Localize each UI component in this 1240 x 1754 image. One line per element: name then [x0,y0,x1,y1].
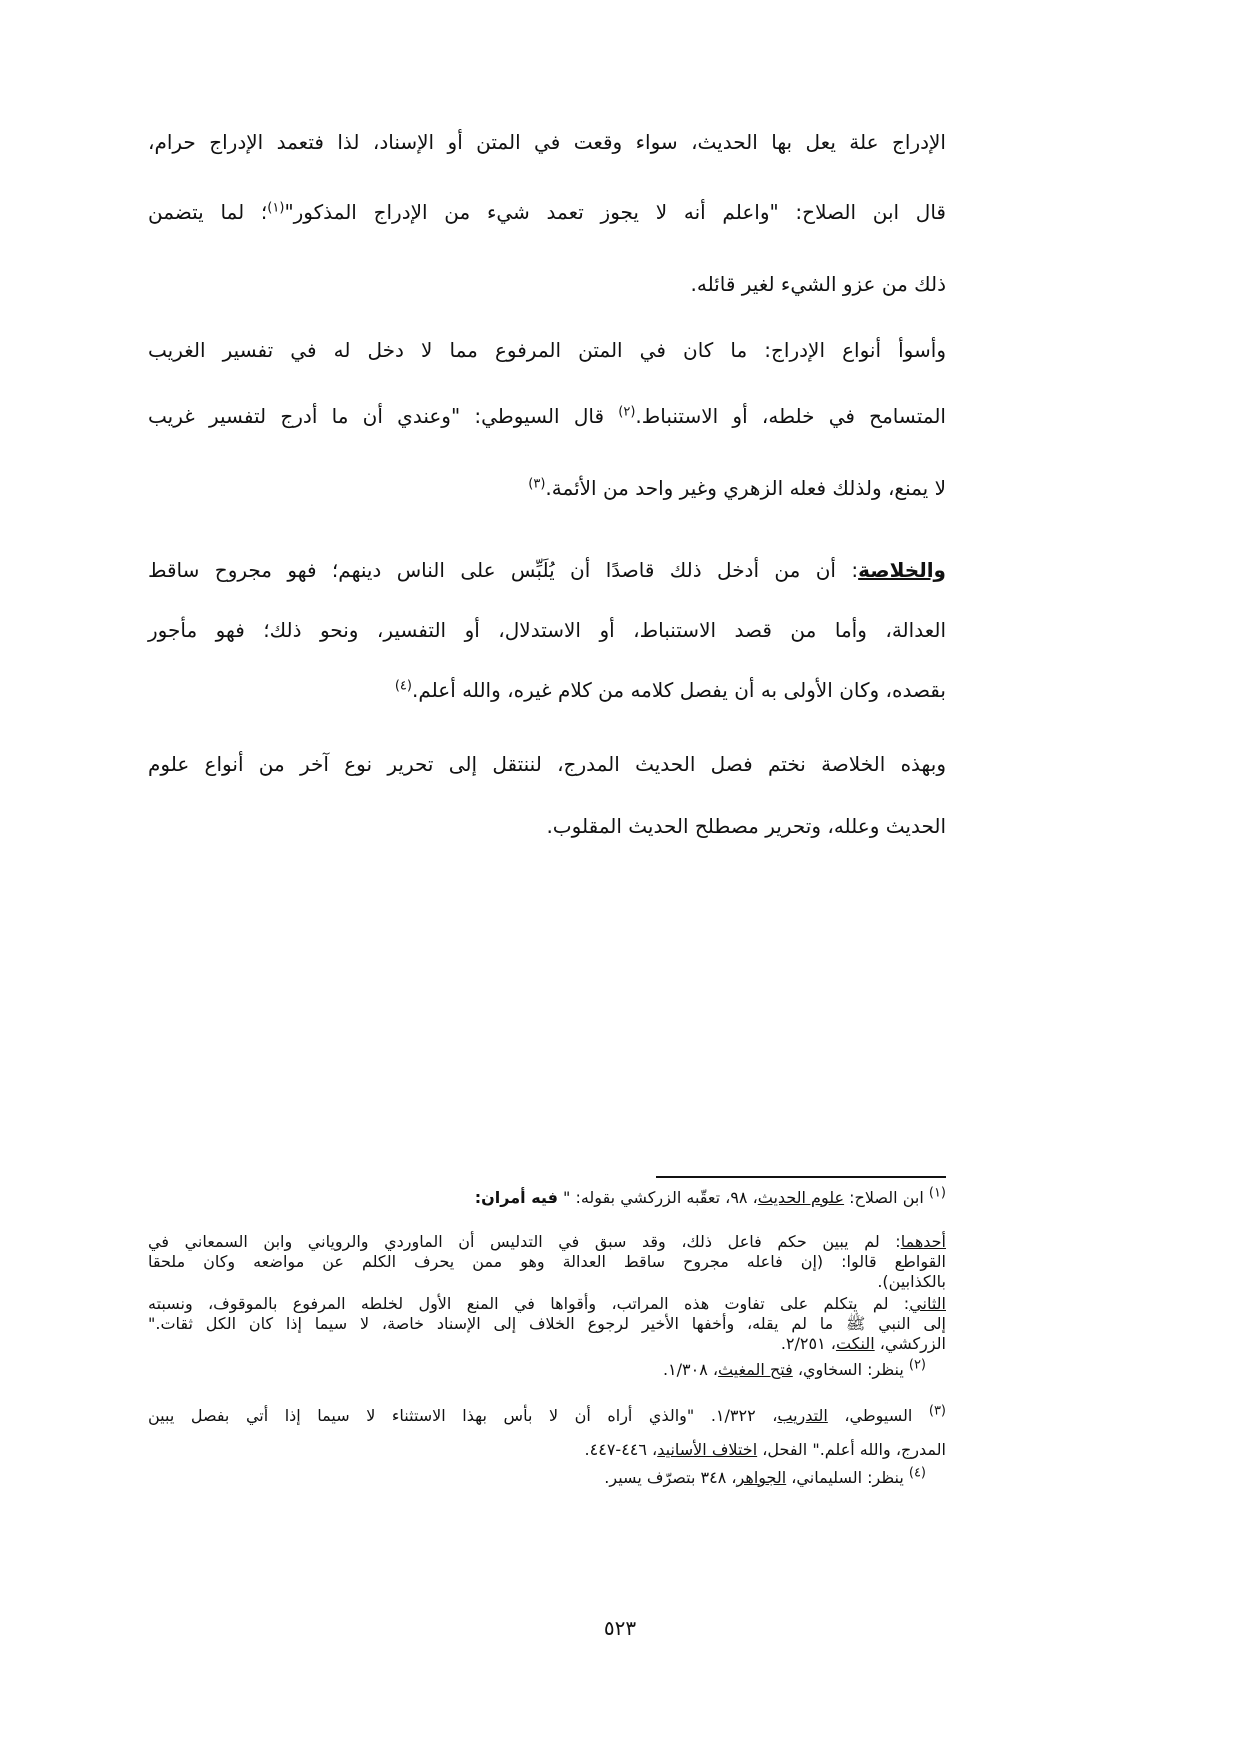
footnote-1-second-line-1: الثاني: لم يتكلم على تفاوت هذه المراتب، وأقواها في المنع الأول لخلطه المرفوع بالموقوف، ونسبته [148,1294,946,1313]
footnote-1-line-1: $^{(١)}$ ابن الصلاح: علوم الحديث، ٩٨، تعقّبه الزركشي بقوله: " فيه أمران: [474,1185,946,1207]
paragraph-2-line-3: لا يمنع، ولذلك فعله الزهري وغير واحد من الأئمة.$^{(٣)}$ [528,476,946,500]
paragraph-4-line-1: وبهذه الخلاصة نختم فصل الحديث المدرج، لننتقل إلى تحرير نوع آخر من أنواع علوم [148,752,946,776]
footnote-1-first-line-1: أحدهما: لم يبين حكم فاعل ذلك، وقد سبق في التدليس أن الماوردي والروياني وابن السمعاني في [148,1232,946,1251]
footnote-ref-2[interactable]: (٢) [618,404,636,420]
footnote-4: $^{(٤)}$ ينظر: السليماني، الجواهر، ٣٤٨ بتصرّف يسير. [604,1465,926,1487]
footnote-1-second-line-3: الزركشي، النكت، ٢/٢٥١. [780,1334,946,1353]
footnote-3-line-1: $^{(٣)}$ السيوطي، التدريب، ١/٣٢٢. "والذي أراه أن لا بأس بهذا الاستثناء لا سيما إذا أتي بفصل يبين [148,1403,946,1425]
page-number: ٥٢٣ [603,1616,637,1640]
paragraph-2-line-2: المتسامح في خلطه، أو الاستنباط.$^{(٢)}$ قال السيوطي: "وعندي أن ما أدرج لتفسير غريب [148,404,946,428]
paragraph-1-line-2: قال ابن الصلاح: "واعلم أنه لا يجوز تعمد شيء من الإدراج المذكور"$^{(١)}$؛ لما يتضمن [148,200,946,224]
footnote-ref-4[interactable]: (٤) [394,678,412,694]
footnote-3-line-2: المدرج، والله أعلم." الفحل، اختلاف الأسانيد، ٤٤٦-٤٤٧. [584,1440,946,1459]
paragraph-1-line-1: الإدراج علة يعل بها الحديث، سواء وقعت في المتن أو الإسناد، لذا فتعمد الإدراج حرام، [148,130,946,154]
conclusion-heading: والخلاصة [858,558,946,582]
footnote-1-reference: علوم الحديث [757,1188,845,1207]
paragraph-1-line-3: ذلك من عزو الشيء لغير قائله. [690,272,946,296]
footnote-ref-1[interactable]: (١) [267,200,285,216]
paragraph-3-line-2: العدالة، وأما من قصد الاستنباط، أو الاستدلال، أو التفسير، ونحو ذلك؛ فهو مأجور [148,618,946,642]
footnote-1-second-line-2: إلى النبي ﷺ ما لم يقله، وأخفها الأخير لرجوع الخلاف إلى الإسناد خاصة، لا سيما إذا كان الكل ثقات." [148,1314,946,1333]
footnote-separator [656,1176,946,1178]
paragraph-3-line-3: بقصده، وكان الأولى به أن يفصل كلامه من كلام غيره، والله أعلم.$^{(٤)}$ [394,678,946,702]
footnote-2: $^{(٢)}$ ينظر: السخاوي، فتح المغيث، ١/٣٠٨. [662,1357,926,1379]
footnote-1-first-line-3: بالكذابين). [877,1272,946,1291]
paragraph-4-line-2: الحديث وعلله، وتحرير مصطلح الحديث المقلوب. [546,814,946,838]
paragraph-3-line-1: والخلاصة: أن من أدخل ذلك قاصدًا أن يُلَبِّس على الناس دينهم؛ فهو مجروح ساقط [148,558,946,582]
paragraph-2-line-1: وأسوأ أنواع الإدراج: ما كان في المتن المرفوع مما لا دخل له في تفسير الغريب [148,338,946,362]
footnote-ref-3[interactable]: (٣) [528,476,546,492]
footnote-1-first-line-2: القواطع قالوا: (إن فاعله مجروح ساقط العدالة وهو ممن يحرف الكلم عن مواضعه وكان ملحقا [148,1252,946,1271]
